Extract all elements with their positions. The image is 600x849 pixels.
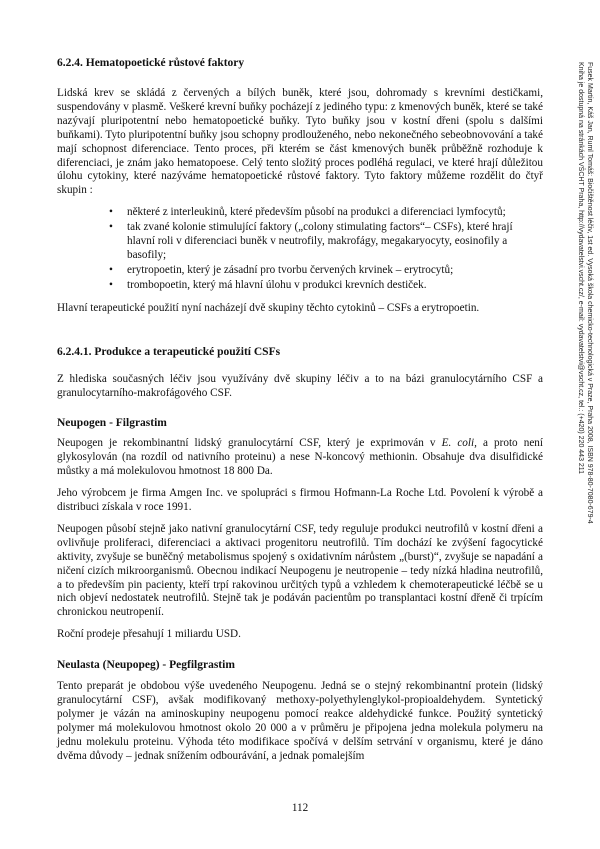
page-content — [57, 56, 543, 764]
uses-paragraph: Hlavní terapeutické použití nyní nacházejí dvě skupiny těchto cytokinů – CSFs a erytropoetin. — [57, 301, 480, 314]
section-heading: 6.2.4. Hematopoetické růstové faktory — [57, 57, 245, 69]
factor-list — [109, 206, 543, 292]
bullet-icon: • — [109, 206, 113, 219]
side-note-line-2: Kniha je dostupná na stránkách VŠCHT Praha, http://vydavatelstvi.vscht.cz/, e-mail: vydavatelstvi@vscht.cz, tel.: (+420) 220 443 211 — [577, 62, 584, 475]
neupogen-paragraph-4: Roční prodeje přesahují 1 miliardu USD. — [57, 628, 241, 641]
subsection-paragraph: Z hlediska současných léčiv jsou využívány dvě skupiny léčiv a to na bázi granulocytárního CSF a granulocytarního-makrofágového CSF. — [57, 372, 543, 399]
neupogen-paragraph-1: Neupogen je rekombinantní lidský granulocytární CSF, který je exprimován v E. coli, a proto není glykosylován (na rozdíl od nativního proteinu) a nese N-koncový methionin. Obsahuje dva disulfidické můstky a má molekulovou hmotnost 18 800 Da. — [57, 437, 543, 478]
side-note-line-1: Fusek Martin, Káš Jan, Ruml Tomáš: Biočištěnost léčiv, 1st ed. Vysoká škola chemicko-technologická v Praze, Praha 2008, ISBN 978-80-7080-679-4 — [586, 62, 593, 524]
bullet-icon: • — [109, 221, 113, 234]
neupogen-heading: Neupogen - Filgrastim — [57, 417, 167, 430]
neulasta-paragraph-1: Tento preparát je obdobou výše uvedeného Neupogenu. Jedná se o stejný rekombinantní protein (lidský granulocytární CSF), avšak modifikovaný methoxy-polyethylenglykol-propioaldehydem. Syntetický polymer je vázán na aminoskupiny neupogenu pomocí reakce aldehydické funkce. Použitý syntetický polymer má molekulovou hmotnost okolo 20 000 a v průměru je připojena jedna molekula polymeru na jednu molekulu proteinu. Výhoda této modifikace spočívá v delším setrvání v organismu, které je dáno dvěma důvody – jednak snížením odbourávání, a jednak pomalejším — [57, 680, 543, 762]
bullet-icon: • — [109, 278, 113, 291]
subsection-heading: 6.2.4.1. Produkce a terapeutické použití CSFs — [57, 345, 281, 358]
neupogen-paragraph-2: Jeho výrobcem je firma Amgen Inc. ve spolupráci s firmou Hofmann-La Roche Ltd. Povolení k výrobě a distribuci získala v roce 1991. — [57, 487, 543, 514]
side-note — [564, 62, 600, 682]
list-item: • tak zvané kolonie stimulující faktory („colony stimulating factors“– CSFs), které hrají hlavní roli v diferenciaci buněk v neutrofily, makrofágy, megakaryocyty, eosinofily a basofily; — [109, 221, 513, 261]
neulasta-heading: Neulasta (Neupopeg) - Pegfilgrastim — [57, 659, 235, 672]
intro-paragraph: Lidská krev se skládá z červených a bílých buněk, které jsou, dohromady s krevními destičkami, suspendovány v plasmě. Veškeré krevní buňky pocházejí z jediného typu: z kmenových buněk, které se také nazývají pluripotentní nebo hematopoetické buňky. Tyto buňky jsou v kostní dřeni (spolu s dalšími buňkami). Tyto pluripotentní buňky jsou schopny prodlouženého, nebo nekonečného sebeobnovování a také mají schopnost diferenciace. Tento proces, při kterém se část kmenových buněk průběžně rozhoduje k diferenciaci, je znám jako hematopoese. Celý tento složitý proces podléhá regulaci, ve které hrají důležitou úlohu cytokiny, které nazýváme hematopoetické růstové faktory. Tyto faktory můžeme rozdělit do čtyř skupin : — [57, 87, 543, 197]
list-item: • některé z interleukinů, které především působí na produkci a diferenciaci lymfocytů; — [109, 206, 506, 219]
neupogen-paragraph-3: Neupogen působí stejně jako nativní granulocytární CSF, tedy reguluje produkci neutrofilů v kostní dřeni a ovlivňuje proliferaci, diferenciaci a aktivaci progenitoru neutrofilů. Tím dochází ke zvýšení fagocytické aktivity, zvyšuje se buněčný metabolismus spojený s oxidativním nárůstem „(burst)“, zvyšuje se napadání a ničení cizích mikroorganismů. Obecnou indikací Neupogenu je neutropenie – tedy nízká hladina neutrofilů, a to především pin pacienty, kteří trpí rakovinou určitých typů a vzhledem k chemoterapeutické léčbě se u nich objeví nedostatek neutrofilů. Stejně tak je podáván pacientům po transplantaci kostní dřeně či trpícím chronickou neutropenií. — [57, 522, 543, 619]
bullet-icon: • — [109, 263, 113, 276]
list-item: • erytropoetin, který je zásadní pro tvorbu červených krvinek – erytrocytů; — [109, 263, 454, 276]
page-number: 112 — [291, 802, 309, 814]
list-item: • trombopoetin, který má hlavní úlohu v produkci krevních destiček. — [109, 278, 427, 291]
side-note-text — [576, 62, 594, 682]
